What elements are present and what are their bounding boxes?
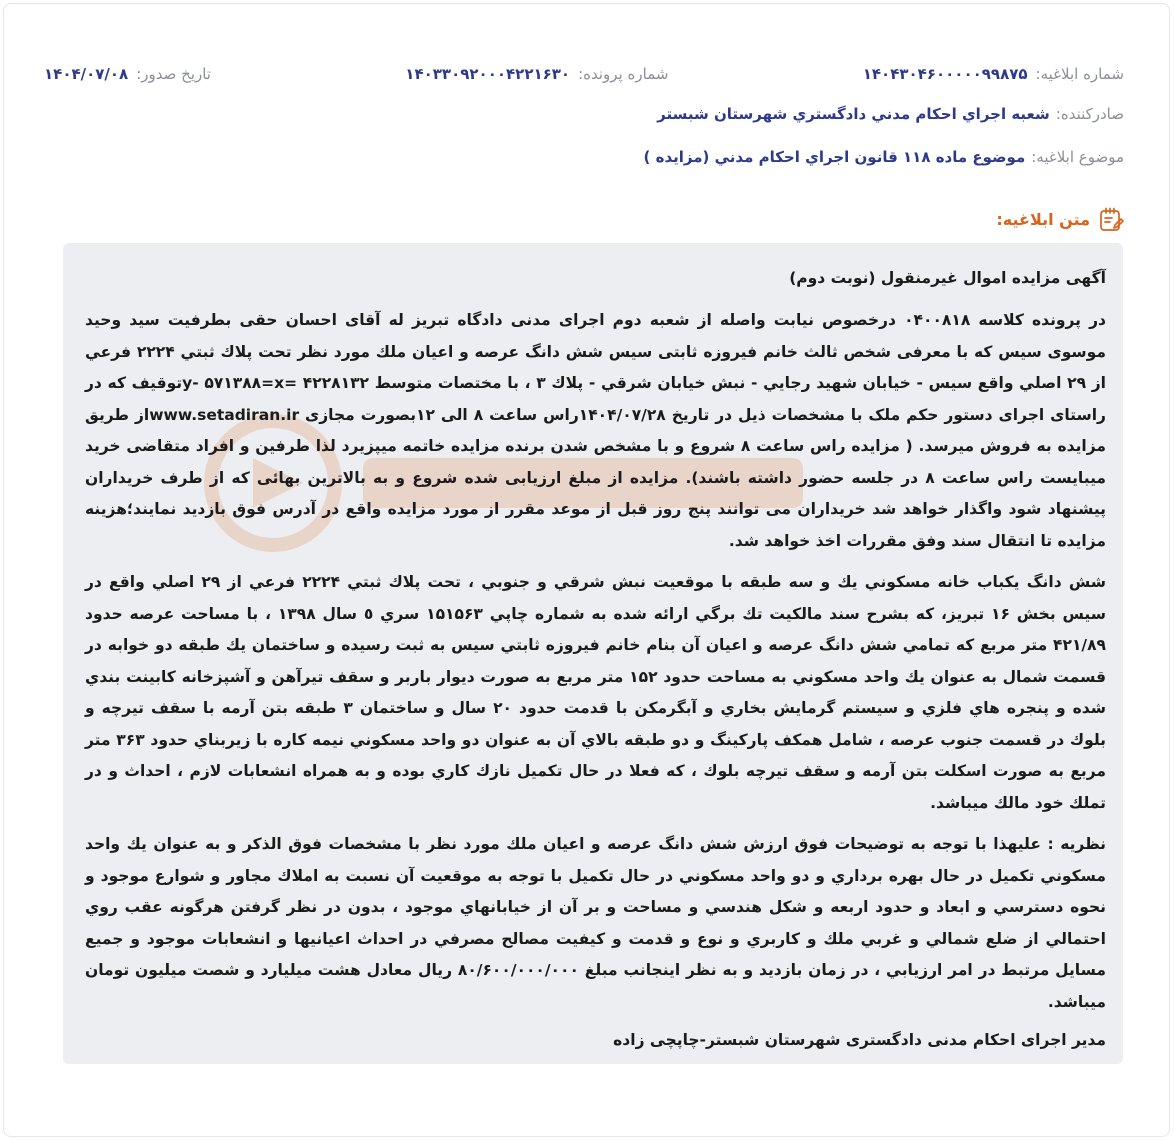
notice-content [63, 243, 1123, 1064]
case-number [405, 65, 668, 83]
issue-date-value: ۱۴۰۴/۰۷/۰۸ [44, 65, 129, 83]
notice-signature: مدیر اجرای احکام مدنی دادگستری شهرستان شبستر-چاپچی زاده [613, 1031, 1106, 1049]
issuer-label: صادرکننده: [1055, 105, 1124, 123]
subject-label: موضوع ابلاغیه: [1031, 148, 1124, 166]
notice-number-label: شماره ابلاغیه: [1035, 65, 1124, 83]
issue-date-label: تاریخ صدور: [136, 65, 211, 83]
notice-text-title [996, 205, 1124, 233]
notice-number-value: ۱۴۰۴۳۰۴۶۰۰۰۰۰۹۹۸۷۵ [862, 65, 1028, 83]
issue-date [44, 65, 211, 83]
notice-paragraph-3: نظريه : عليهذا با توجه به توضيحات فوق ارزش شش دانگ عرصه و اعيان ملك مورد نظر با مشخصات فوق الذكر و به عنوان يك واحد مسكوني تكميل در حال بهره برداري و دو واحد مسكوني در حال تكميل با توجه به موقعيت آن نسبت به املاك مجاور و شوارع موجود و نحوه دسترسي و ابعاد و حدود اربعه و شكل هندسي و مساحت و بر آن از خيابانهاي موجود ، بدون در نظر گرفتن هرگونه عقب روي احتمالي از ضلع شمالي و غربي ملك و كاربري و نوع و قدمت و كيفيت مصالح مصرفي در احداث اعيانيها و انشعابات موجود و جميع مسايل مرتبط در امر ارزيابي ، در زمان بازديد و به نظر اينجانب مبلغ ۸۰/۶۰۰/۰۰۰/۰۰۰ ريال معادل هشت ميليارد و شصت ميليون تومان ميباشد. [85, 835, 1106, 1011]
notepad-icon [1098, 206, 1124, 232]
notice-meta-row [44, 62, 1124, 86]
subject [644, 145, 1124, 169]
case-number-value: ۱۴۰۳۳۰۹۲۰۰۰۴۲۲۱۶۳۰ [405, 65, 571, 83]
notice-number [863, 65, 1124, 83]
issuer [657, 102, 1124, 126]
notice-card [3, 3, 1170, 1137]
issuer-value: شعبه اجراي احكام مدني دادگستري شهرستان شبستر [657, 105, 1050, 123]
notice-paragraph-1: در پرونده کلاسه ۰۴۰۰۸۱۸ درخصوص نیابت واصله از شعبه دوم اجرای مدنی دادگاه تبریز له آقای احسان حقی بطرفیت سید وحید موسوی سیس که با معرفی شخص ثالث خانم فیروزه ثابتی سیس شش دانگ عرصه و اعیان ملك مورد نظر تحت پلاك ثبتي ۲۲۲۴ فرعي از ۲۹ اصلي واقع سيس - خيابان شهيد رجايي - نبش خيابان شرقي - پلاك ۳ ، با مختصات متوسط ۴۲۲۸۱۳۲ =y- ۵۷۱۳۸۸=xتوقیف که در راستای اجرای دستور حکم ملک با مشخصات ذیل در تاریخ ۱۴۰۴/۰۷/۲۸راس ساعت ۸ الی ۱۲بصورت مجازی www.setadiran.irاز طریق مزایده به فروش میرسد. ( مزایده راس ساعت ۸ شروع و با مشخص شدن برنده مزایده خاتمه میپزیرد لذا طرفین و افراد متقاضی خرید میبایست راس ساعت ۸ در جلسه حضور داشته باشند). مزایده از مبلغ ارزیابی شده شروع و به بالاترین بهائی که از طرف خریداران پیشنهاد شود واگذار خواهد شد خریداران می توانند پنج روز قبل از موعد مقرر از مورد مزایده واقع در آدرس فوق بازدید نمایند؛هزینه مزایده تا انتقال سند وفق مقررات اخذ خواهد شد. [85, 311, 1107, 550]
notice-heading: آگهی مزایده اموال غیرمنقول (نوبت دوم) [789, 269, 1106, 287]
subject-value: موضوع ماده ۱۱۸ قانون اجراي احكام مدني (مزايده ) [643, 148, 1026, 166]
case-number-label: شماره پرونده: [578, 65, 669, 83]
notice-text-label: متن ابلاغیه: [996, 209, 1090, 229]
notice-paragraph-2: شش دانگ يكباب خانه مسكوني يك و سه طبقه با موقعيت نبش شرقي و جنوبي ، تحت پلاك ثبتي ۲۲۲۴ فرعي از ۲۹ اصلي واقع در سيس بخش ۱۶ تبريز، كه بشرح سند مالكيت تك برگي ارائه شده به شماره چاپي ۱۵۱۵۶۳ سري ٥ سال ۱۳۹۸ ، با مساحت عرصه حدود ۴۲۱/۸۹ متر مربع كه تمامي شش دانگ عرصه و اعيان آن بنام خانم فيروزه ثابتي سيس به ثبت رسيده و ساختمان يك طبقه دو خوابه در قسمت شمال به عنوان يك واحد مسكوني به مساحت حدود ۱۵۲ متر مربع به صورت ديوار باربر و سقف تيرآهن و آشپزخانه كابينت بندي شده و پنجره هاي فلزي و سيستم گرمايش بخاري و آبگرمكن با قدمت حدود ۲۰ سال و ساختمان ۳ طبقه بتن آرمه با سقف تيرچه و بلوك در قسمت جنوب عرصه ، شامل همكف پاركينگ و دو طبقه بالاي آن به عنوان دو واحد مسكوني نيمه كاره با زيربناي حدود ۳۶۳ متر مربع به صورت اسكلت بتن آرمه و سقف تيرچه بلوك ، كه فعلا در حال تكميل نازك كاري بوده و به همراه انشعابات لازم ، احداث و در تملك خود مالك ميباشد. [85, 573, 1106, 812]
